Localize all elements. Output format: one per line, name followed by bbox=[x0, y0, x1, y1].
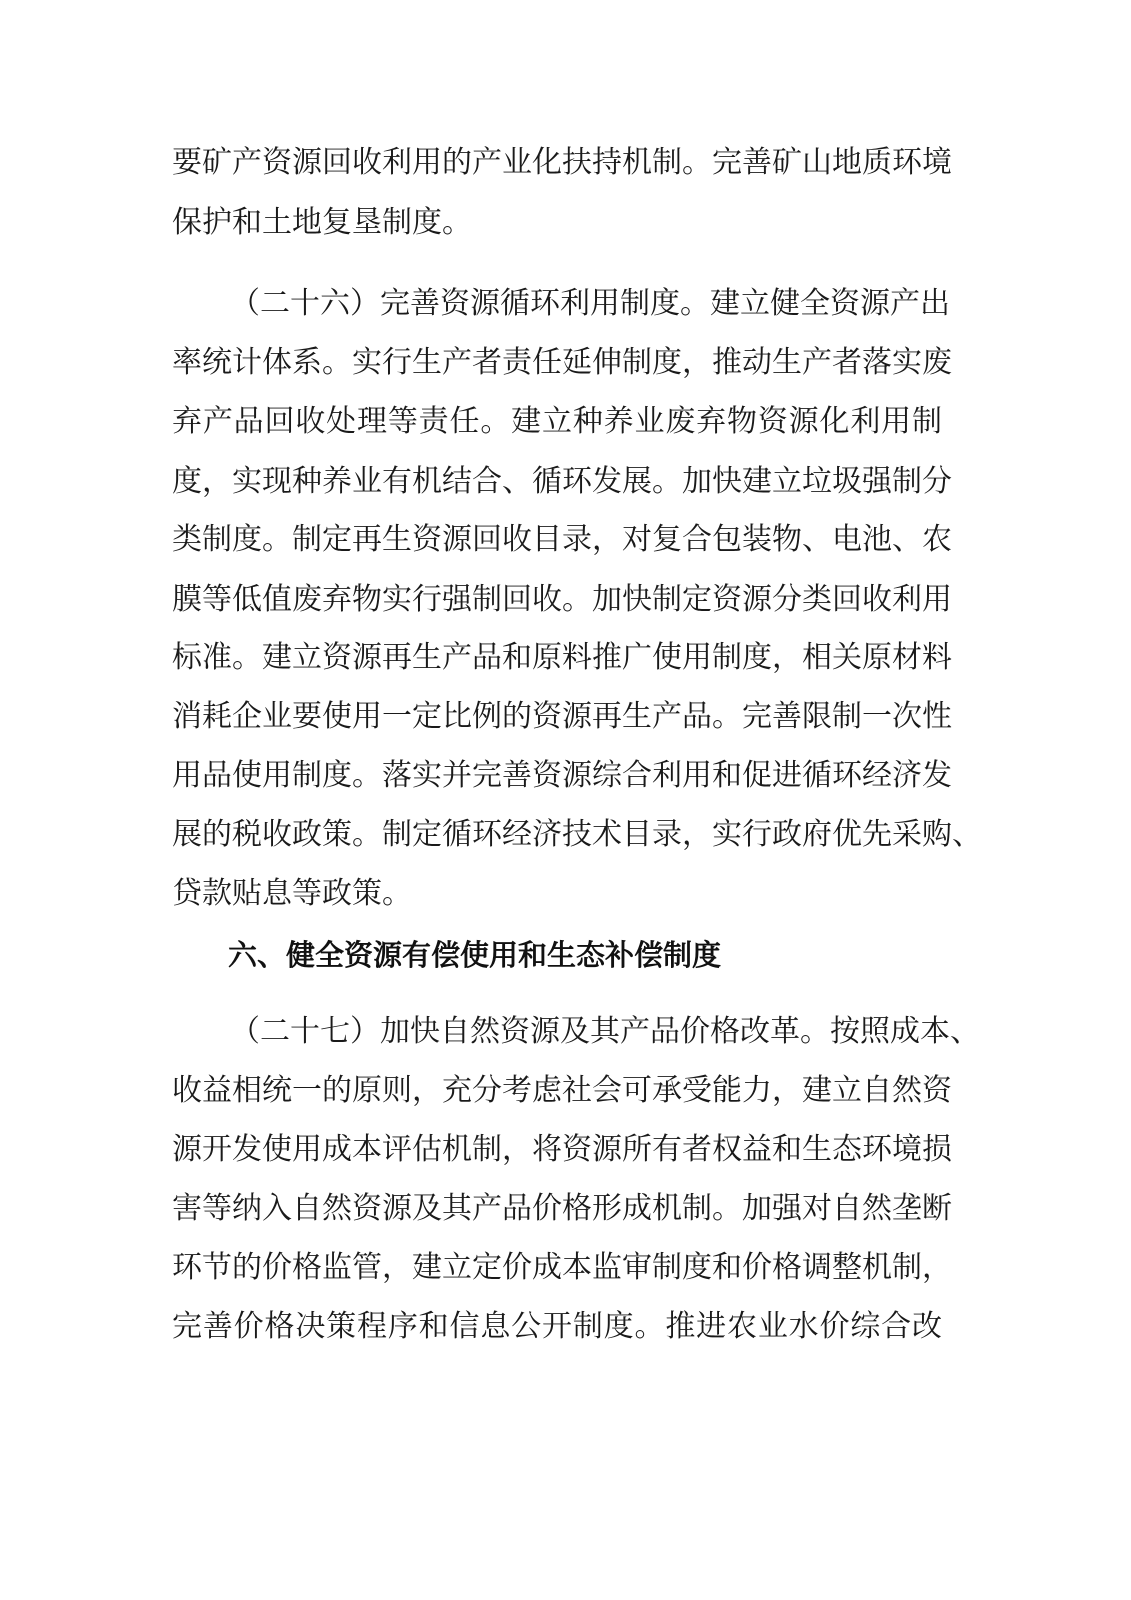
paragraph-line: （二十六）完善资源循环利用制度。建立健全资源产出 bbox=[230, 286, 950, 321]
paragraph-line: 标准。建立资源再生产品和原料推广使用制度，相关原材料 bbox=[172, 640, 952, 675]
paragraph-line: 收益相统一的原则，充分考虑社会可承受能力，建立自然资 bbox=[172, 1073, 952, 1108]
section-heading: 六、健全资源有偿使用和生态补偿制度 bbox=[228, 938, 722, 972]
paragraph-line: 要矿产资源回收利用的产业化扶持机制。完善矿山地质环境 bbox=[172, 145, 952, 180]
paragraph-line: 贷款贴息等政策。 bbox=[172, 876, 412, 911]
paragraph-line: 消耗企业要使用一定比例的资源再生产品。完善限制一次性 bbox=[172, 699, 952, 734]
paragraph-line: 害等纳入自然资源及其产品价格形成机制。加强对自然垄断 bbox=[172, 1191, 952, 1226]
paragraph-line: （二十七）加快自然资源及其产品价格改革。按照成本、 bbox=[230, 1014, 980, 1049]
paragraph-line: 度，实现种养业有机结合、循环发展。加快建立垃圾强制分 bbox=[172, 464, 952, 499]
paragraph-line: 源开发使用成本评估机制，将资源所有者权益和生态环境损 bbox=[172, 1132, 952, 1167]
paragraph-line: 完善价格决策程序和信息公开制度。推进农业水价综合改 bbox=[172, 1309, 942, 1344]
paragraph-line: 展的税收政策。制定循环经济技术目录，实行政府优先采购、 bbox=[172, 817, 982, 852]
paragraph-line: 膜等低值废弃物实行强制回收。加快制定资源分类回收利用 bbox=[172, 582, 952, 617]
paragraph-line: 用品使用制度。落实并完善资源综合利用和促进循环经济发 bbox=[172, 758, 952, 793]
paragraph-line: 弃产品回收处理等责任。建立种养业废弃物资源化利用制 bbox=[172, 404, 942, 439]
paragraph-line: 类制度。制定再生资源回收目录，对复合包装物、电池、农 bbox=[172, 522, 952, 557]
paragraph-line: 率统计体系。实行生产者责任延伸制度，推动生产者落实废 bbox=[172, 345, 952, 380]
paragraph-line: 保护和土地复垦制度。 bbox=[172, 205, 472, 240]
paragraph-line: 环节的价格监管，建立定价成本监审制度和价格调整机制， bbox=[172, 1250, 952, 1285]
